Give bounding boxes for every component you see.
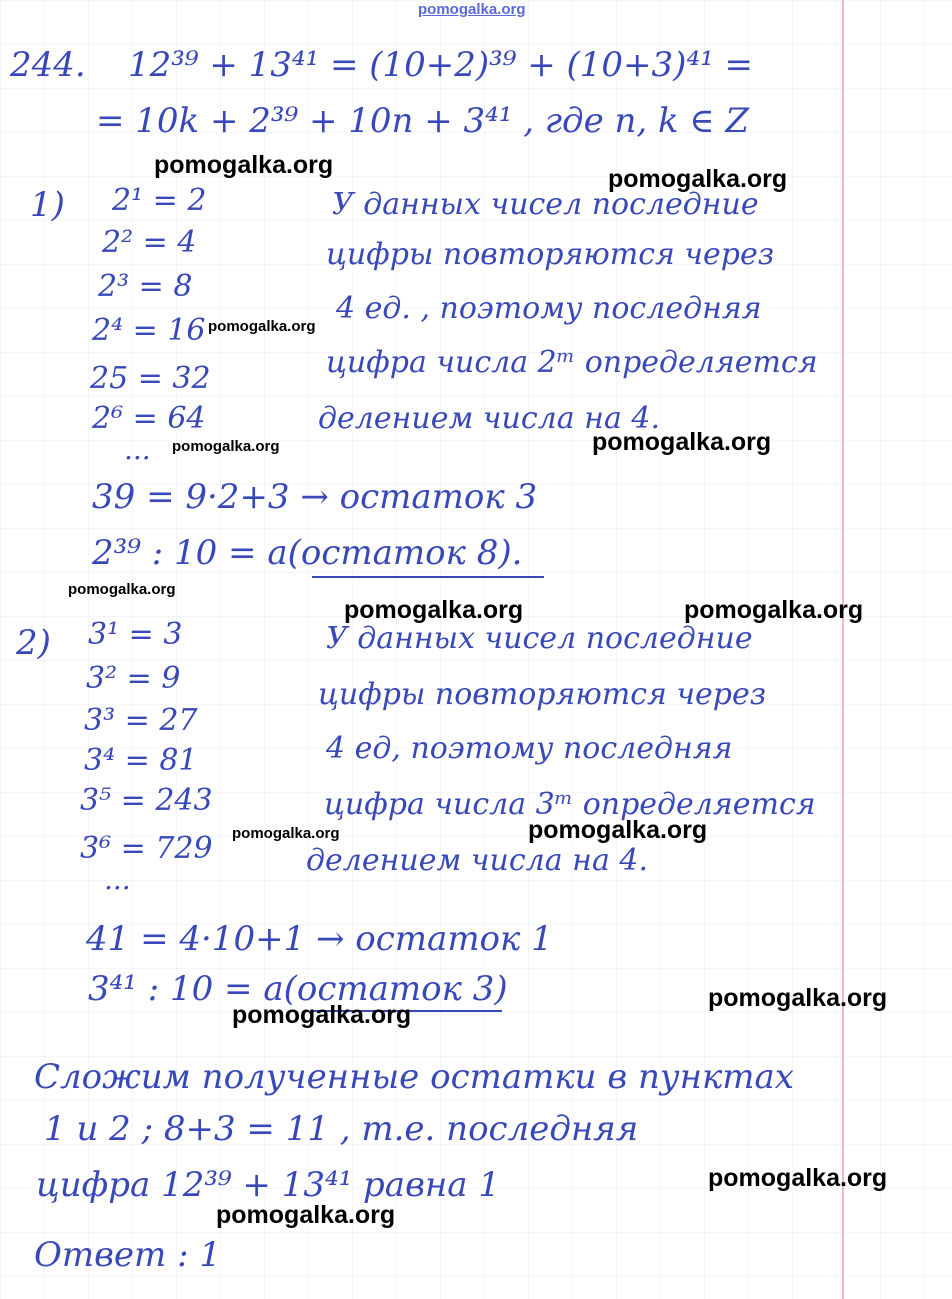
- watermark: pomogalka.org: [172, 438, 280, 455]
- watermark: pomogalka.org: [528, 816, 708, 844]
- result-line: 2³⁹ : 10 = a(остаток 8).: [92, 533, 523, 573]
- power-row: 2² = 4: [102, 225, 197, 260]
- source-link[interactable]: pomogalka.org: [418, 1, 526, 18]
- note-line: цифры повторяются через: [326, 237, 775, 272]
- watermark: pomogalka.org: [154, 151, 334, 179]
- part-2-label: 2): [16, 623, 51, 663]
- watermark: pomogalka.org: [68, 581, 176, 598]
- note-line: У данных чисел последние: [332, 187, 759, 222]
- result-line: 3⁴¹ : 10 = a(остаток 3): [88, 969, 508, 1009]
- remainder-line: 41 = 4·10+1 → остаток 1: [86, 919, 553, 959]
- watermark: pomogalka.org: [232, 1001, 412, 1029]
- problem-number: 244.: [10, 45, 86, 85]
- watermark: pomogalka.org: [708, 984, 888, 1012]
- watermark: pomogalka.org: [592, 428, 772, 456]
- watermark: pomogalka.org: [684, 596, 864, 624]
- power-row: 2⁶ = 64: [92, 401, 206, 436]
- conclusion-line: цифра 12³⁹ + 13⁴¹ равна 1: [36, 1165, 500, 1205]
- power-row: 3² = 9: [86, 661, 181, 696]
- note-line: цифры повторяются через: [318, 677, 767, 712]
- expression-line-2: = 10k + 2³⁹ + 10n + 3⁴¹ , где n, k ∈ Z: [96, 101, 750, 141]
- power-row: 3³ = 27: [84, 703, 198, 738]
- conclusion-line: 1 и 2 ; 8+3 = 11 , т.е. последняя: [44, 1109, 639, 1149]
- note-line: 4 ед, поэтому последняя: [326, 731, 733, 766]
- power-row: 2¹ = 2: [112, 183, 207, 218]
- watermark: pomogalka.org: [216, 1201, 396, 1229]
- watermark: pomogalka.org: [208, 318, 316, 335]
- expression-line-1: 12³⁹ + 13⁴¹ = (10+2)³⁹ + (10+3)⁴¹ =: [128, 45, 753, 85]
- note-line: У данных чисел последние: [326, 621, 753, 656]
- ellipsis: ...: [124, 433, 151, 466]
- power-row: 3⁴ = 81: [84, 743, 198, 778]
- part-1-label: 1): [30, 185, 65, 225]
- margin-line: [842, 0, 844, 1299]
- note-line: делением числа на 4.: [318, 401, 660, 436]
- remainder-line: 39 = 9·2+3 → остаток 3: [92, 477, 538, 517]
- power-row: 25 = 32: [90, 361, 211, 396]
- watermark: pomogalka.org: [608, 165, 788, 193]
- watermark: pomogalka.org: [232, 825, 340, 842]
- note-line: цифра числа 2ᵐ определяется: [326, 345, 818, 380]
- power-row: 3⁶ = 729: [80, 831, 213, 866]
- ellipsis: ...: [104, 863, 131, 896]
- watermark: pomogalka.org: [344, 596, 524, 624]
- note-line: делением числа на 4.: [306, 843, 648, 878]
- answer-line: Ответ : 1: [34, 1235, 221, 1275]
- power-row: 3¹ = 3: [88, 617, 183, 652]
- watermark: pomogalka.org: [708, 1164, 888, 1192]
- power-row: 2³ = 8: [98, 269, 193, 304]
- underline: [312, 576, 544, 578]
- power-row: 2⁴ = 16: [92, 313, 206, 348]
- conclusion-line: Сложим полученные остатки в пунктах: [34, 1057, 794, 1097]
- note-line: 4 ед. , поэтому последняя: [336, 291, 762, 326]
- power-row: 3⁵ = 243: [80, 783, 213, 818]
- note-line: цифра числа 3ᵐ определяется: [324, 787, 816, 822]
